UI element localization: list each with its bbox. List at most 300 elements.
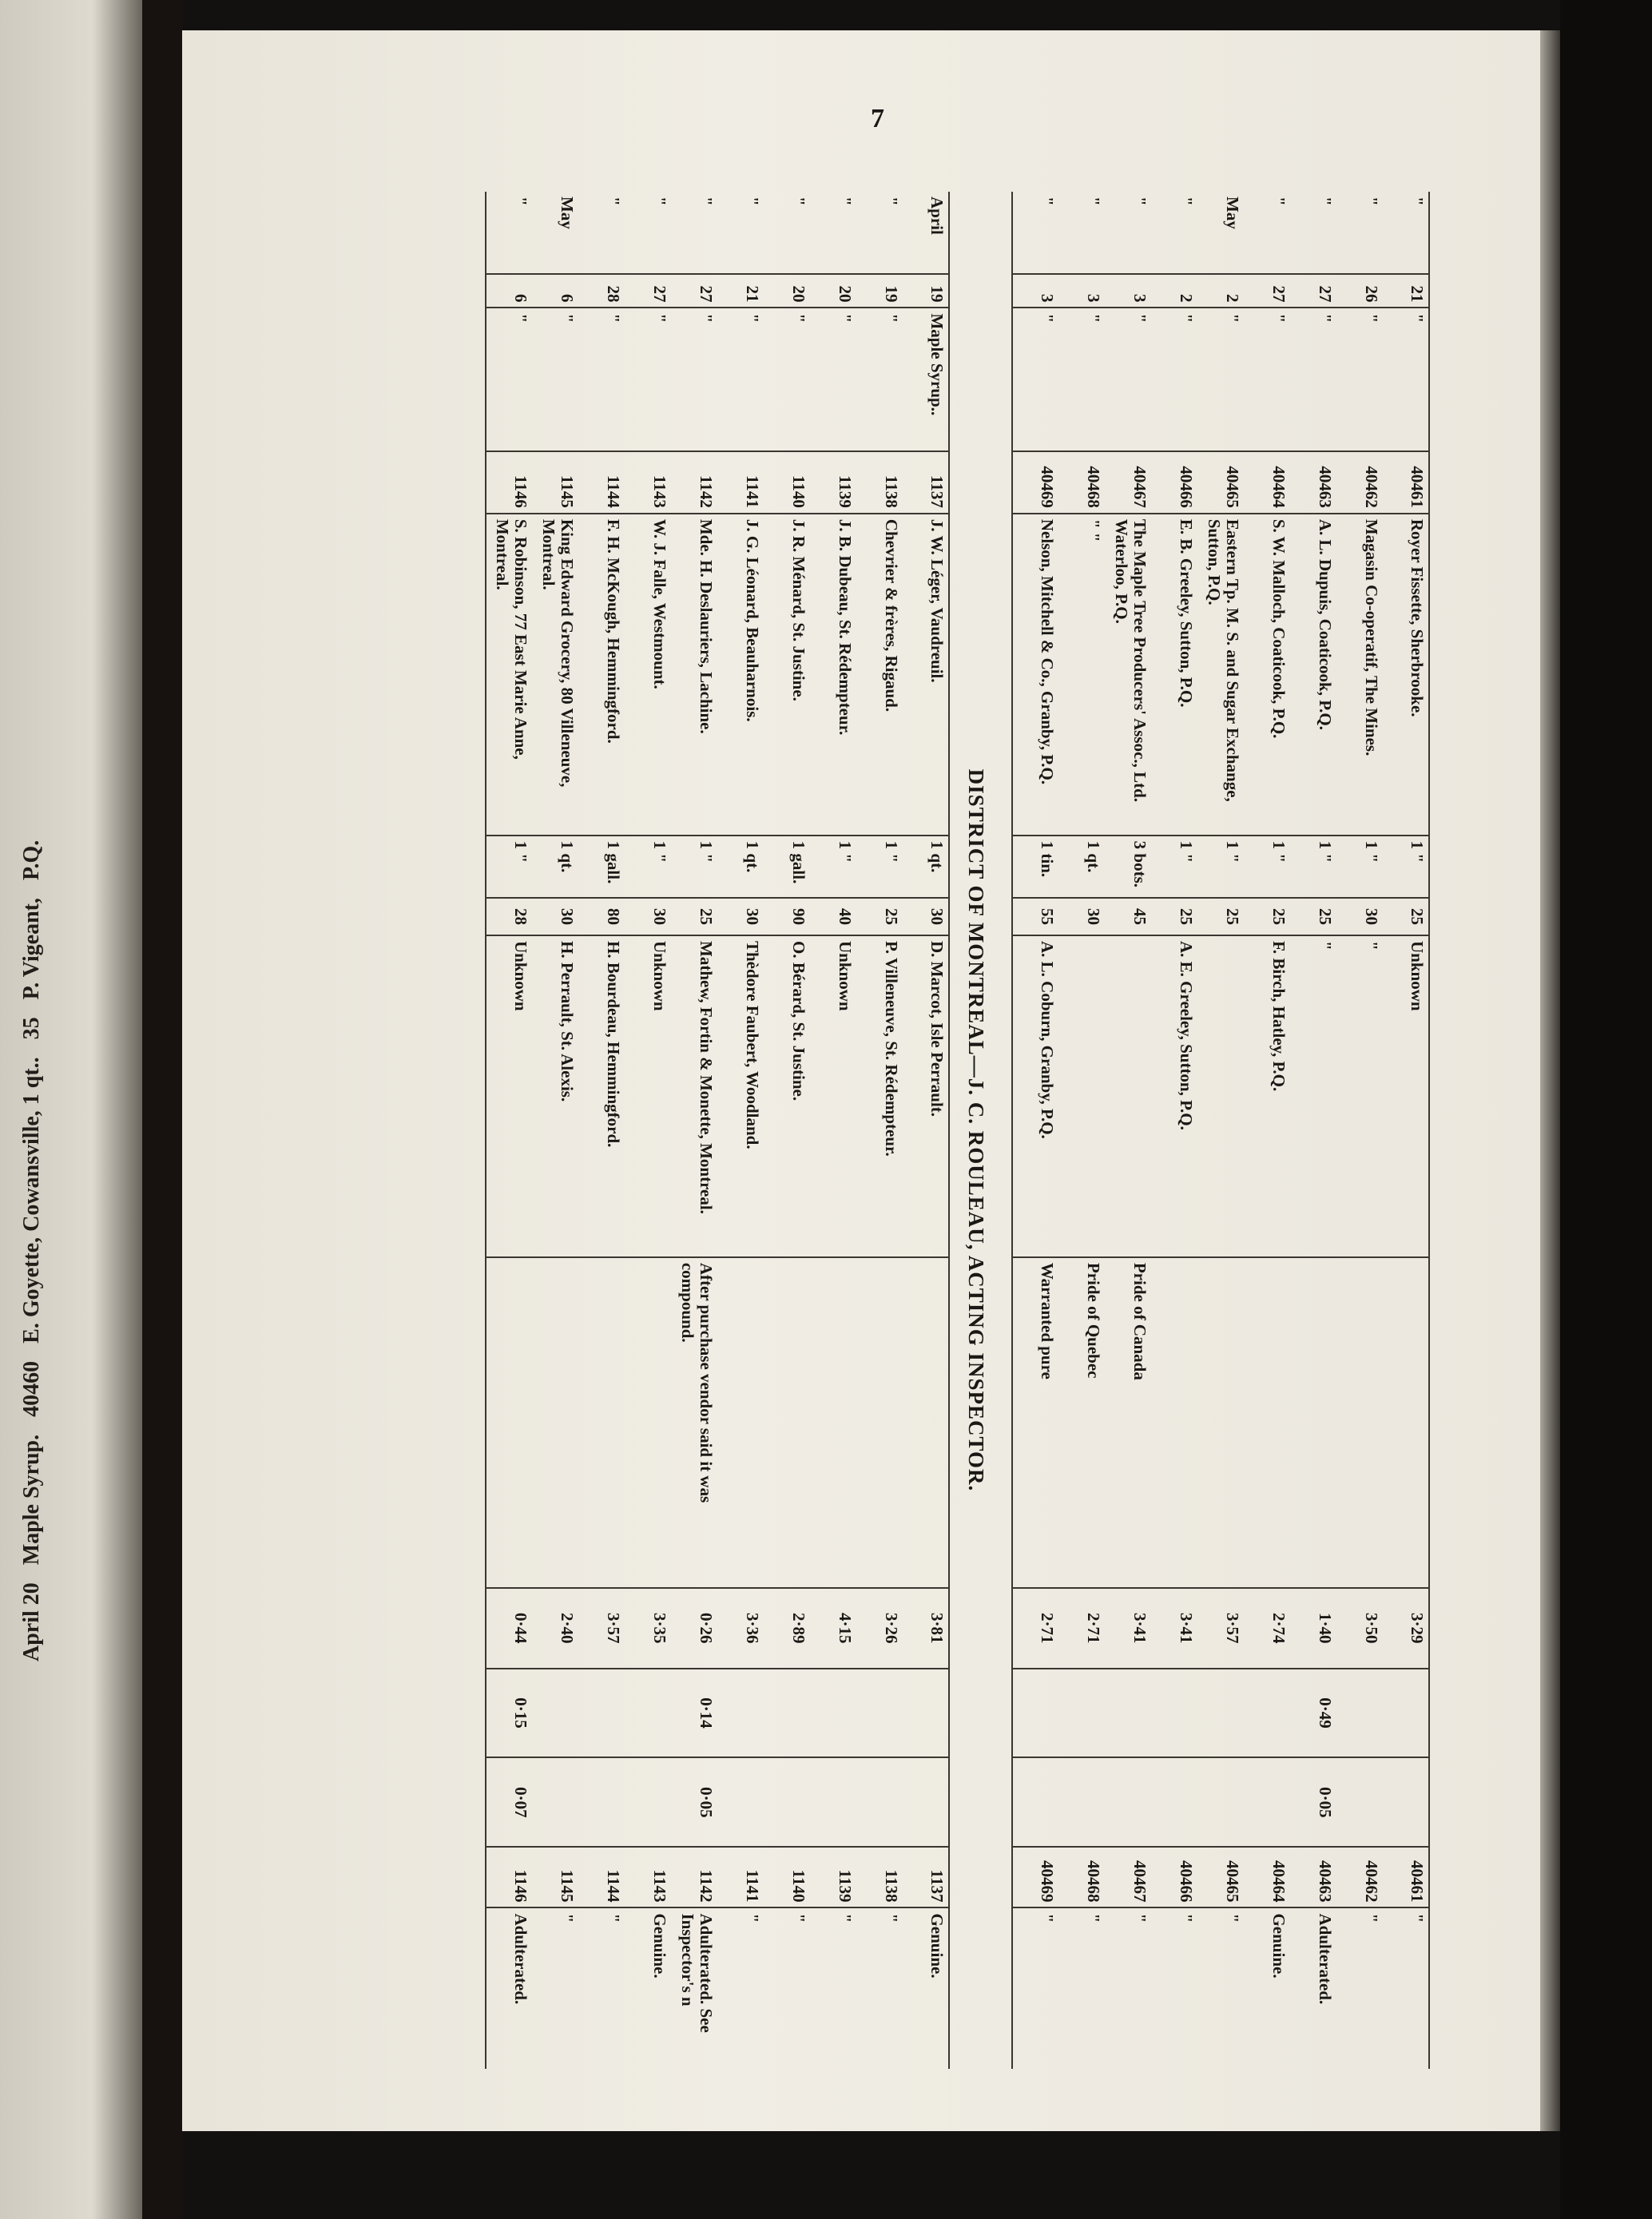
cell-sample-number: 40464 xyxy=(1244,451,1290,514)
cell-remarks xyxy=(764,1257,810,1588)
cell-reference-number: 1142 xyxy=(671,1847,717,1907)
cell-price: 80 xyxy=(578,898,625,935)
cell-reference-number: 1138 xyxy=(856,1847,903,1907)
cell-manufacturer: P. Villeneuve, St. Rédempteur. xyxy=(856,935,903,1257)
cell-day: 27 xyxy=(1244,274,1290,308)
cell-analysis-value: 3·57 xyxy=(1197,1588,1244,1669)
cell-analysis-b xyxy=(1244,1757,1290,1847)
cell-analysis-value: 3·50 xyxy=(1336,1588,1383,1669)
cell-analysis-a xyxy=(625,1669,671,1758)
cell-analysis-value: 3·29 xyxy=(1383,1588,1429,1669)
cell-day: 6 xyxy=(532,274,578,308)
cell-result: " xyxy=(717,1907,764,2069)
cell-month: " xyxy=(1130,196,1150,206)
cell-price: 25 xyxy=(856,898,903,935)
cell-vendor: S. W. Malloch, Coaticook, P.Q. xyxy=(1244,514,1290,836)
cell-remarks: After purchase vendor said it was compound. xyxy=(671,1257,717,1588)
cell-day: 27 xyxy=(625,274,671,308)
cell-analysis-b: 0·05 xyxy=(1290,1757,1336,1847)
left-strip-vendor: E. Goyette, Cowansville, 1 qt.. xyxy=(19,1057,44,1344)
cell-result: " xyxy=(810,1907,856,2069)
bottom-table xyxy=(485,192,950,2069)
cell-manufacturer: Unknown xyxy=(486,935,532,1257)
left-strip-number: 40460 xyxy=(19,1360,44,1417)
cell-month: " xyxy=(510,196,530,206)
cell-price: 45 xyxy=(1105,898,1151,935)
cell-month: May xyxy=(557,196,577,229)
cell-reference-number: 40468 xyxy=(1058,1847,1105,1907)
cell-analysis-a xyxy=(532,1669,578,1758)
cell-remarks: Pride of Quebec xyxy=(1058,1257,1105,1588)
cell-reference-number: 1145 xyxy=(532,1847,578,1907)
cell-analysis-value: 2·74 xyxy=(1244,1588,1290,1669)
cell-price: 28 xyxy=(486,898,532,935)
cell-result: Adulterated. xyxy=(486,1907,532,2069)
table-row xyxy=(532,192,578,2069)
cell-quantity: 1 " xyxy=(486,836,532,898)
cell-price: 25 xyxy=(1290,898,1336,935)
cell-vendor: J. R. Ménard, St. Justine. xyxy=(764,514,810,836)
cell-day: 3 xyxy=(1012,274,1058,308)
cell-month: " xyxy=(1038,196,1057,206)
cell-remarks xyxy=(1290,1257,1336,1588)
cell-remarks xyxy=(625,1257,671,1588)
cell-analysis-b xyxy=(1383,1757,1429,1847)
cell-month: " xyxy=(1084,196,1103,206)
cell-reference-number: 40467 xyxy=(1105,1847,1151,1907)
cell-analysis-b xyxy=(1197,1757,1244,1847)
cell-sample-number: 1137 xyxy=(903,451,949,514)
cell-day: 20 xyxy=(810,274,856,308)
cell-analysis-value: 2·71 xyxy=(1058,1588,1105,1669)
cell-analysis-b xyxy=(764,1757,810,1847)
cell-sample-number: 40465 xyxy=(1197,451,1244,514)
cell-analysis-a xyxy=(717,1669,764,1758)
cell-analysis-b xyxy=(810,1757,856,1847)
cell-quantity: 1 " xyxy=(1151,836,1197,898)
cell-quantity: 1 " xyxy=(1336,836,1383,898)
cell-vendor: " " xyxy=(1058,514,1105,836)
cell-analysis-value: 0·44 xyxy=(486,1588,532,1669)
cell-day: 26 xyxy=(1336,274,1383,308)
cell-month: " xyxy=(1269,196,1289,206)
cell-article: " xyxy=(486,308,532,451)
cell-manufacturer: F. Birch, Hatley, P.Q. xyxy=(1244,935,1290,1257)
cell-result: " xyxy=(856,1907,903,2069)
cell-vendor: A. L. Dupuis, Coaticook, P.Q. xyxy=(1290,514,1336,836)
cell-quantity: 1 " xyxy=(1383,836,1429,898)
cell-vendor: J. W. Léger, Vaudreuil. xyxy=(903,514,949,836)
cell-manufacturer: Unknown xyxy=(1383,935,1429,1257)
cell-day: 6 xyxy=(486,274,532,308)
cell-price: 40 xyxy=(810,898,856,935)
table-row xyxy=(1244,192,1290,2069)
cell-sample-number: 40468 xyxy=(1058,451,1105,514)
table-row xyxy=(1197,192,1244,2069)
cell-analysis-b xyxy=(1151,1757,1197,1847)
cell-manufacturer: A. L. Coburn, Granby, P.Q. xyxy=(1012,935,1058,1257)
cell-sample-number: 40462 xyxy=(1336,451,1383,514)
cell-analysis-a: 0·15 xyxy=(486,1669,532,1758)
cell-analysis-b xyxy=(717,1757,764,1847)
cell-article: " xyxy=(532,308,578,451)
cell-analysis-a xyxy=(810,1669,856,1758)
cell-price: 25 xyxy=(1151,898,1197,935)
cell-sample-number: 1139 xyxy=(810,451,856,514)
cell-day: 20 xyxy=(764,274,810,308)
cell-manufacturer: Unknown xyxy=(625,935,671,1257)
cell-sample-number: 40466 xyxy=(1151,451,1197,514)
cell-remarks xyxy=(1383,1257,1429,1588)
cell-reference-number: 40469 xyxy=(1012,1847,1058,1907)
cell-reference-number: 1144 xyxy=(578,1847,625,1907)
cell-month: " xyxy=(649,196,669,206)
cell-month: " xyxy=(603,196,623,206)
page-number: 7 xyxy=(871,104,884,133)
cell-article: " xyxy=(1244,308,1290,451)
cell-vendor: Magasin Co-operatif, The Mines. xyxy=(1336,514,1383,836)
scan-border xyxy=(1560,0,1652,2219)
left-strip-article: Maple Syrup. xyxy=(19,1434,44,1566)
cell-article: " xyxy=(578,308,625,451)
cell-vendor: S. Robinson, 77 East Marie Anne, Montreal. xyxy=(486,514,532,836)
cell-day: 2 xyxy=(1197,274,1244,308)
cell-analysis-b xyxy=(532,1757,578,1847)
cell-remarks xyxy=(903,1257,949,1588)
cell-vendor: Eastern Tp. M. S. and Sugar Exchange, Sutton, P.Q. xyxy=(1197,514,1244,836)
cell-quantity: 1 qt. xyxy=(1058,836,1105,898)
rotated-table-frame xyxy=(152,192,1430,2069)
cell-article: " xyxy=(625,308,671,451)
table-row xyxy=(1105,192,1151,2069)
left-strip-province: P.Q. xyxy=(19,840,44,881)
cell-analysis-value: 2·40 xyxy=(532,1588,578,1669)
cell-result: " xyxy=(532,1907,578,2069)
cell-reference-number: 40465 xyxy=(1197,1847,1244,1907)
cell-manufacturer xyxy=(1105,935,1151,1257)
cell-analysis-b xyxy=(1105,1757,1151,1847)
cell-price: 30 xyxy=(903,898,949,935)
cell-article: " xyxy=(1290,308,1336,451)
cell-result: " xyxy=(1012,1907,1058,2069)
cell-vendor: J. G. Léonard, Beauharnois. xyxy=(717,514,764,836)
cell-manufacturer: Thèdore Faubert, Woodland. xyxy=(717,935,764,1257)
cell-month: " xyxy=(788,196,808,206)
cell-manufacturer xyxy=(1058,935,1105,1257)
cell-article: " xyxy=(764,308,810,451)
cell-day: 27 xyxy=(671,274,717,308)
cell-month: " xyxy=(1408,196,1427,206)
cell-analysis-b xyxy=(856,1757,903,1847)
cell-analysis-a xyxy=(903,1669,949,1758)
cell-article: " xyxy=(1336,308,1383,451)
cell-article: Maple Syrup.. xyxy=(903,308,949,451)
cell-analysis-a xyxy=(1012,1669,1058,1758)
cell-remarks: Pride of Canada xyxy=(1105,1257,1151,1588)
district-heading: DISTRICT OF MONTREAL—J. C. ROULEAU, ACTING INSPECTOR. xyxy=(964,768,988,1492)
cell-day: 3 xyxy=(1058,274,1105,308)
cell-result: Adulterated. See Inspector's n xyxy=(671,1907,717,2069)
cell-analysis-b xyxy=(1336,1757,1383,1847)
cell-vendor: W. J. Falle, Westmount. xyxy=(625,514,671,836)
cell-analysis-a xyxy=(1105,1669,1151,1758)
cell-price: 25 xyxy=(671,898,717,935)
table-row xyxy=(671,192,717,2069)
cell-analysis-b xyxy=(1058,1757,1105,1847)
cell-sample-number: 40463 xyxy=(1290,451,1336,514)
cell-analysis-value: 3·26 xyxy=(856,1588,903,1669)
cell-article: " xyxy=(1197,308,1244,451)
cell-month: " xyxy=(1362,196,1381,206)
cell-quantity: 3 bots. xyxy=(1105,836,1151,898)
cell-price: 25 xyxy=(1197,898,1244,935)
cell-analysis-value: 4·15 xyxy=(810,1588,856,1669)
cell-analysis-a xyxy=(1058,1669,1105,1758)
cell-analysis-value: 3·41 xyxy=(1105,1588,1151,1669)
cell-result: " xyxy=(1336,1907,1383,2069)
cell-price: 25 xyxy=(1244,898,1290,935)
cell-analysis-a xyxy=(1383,1669,1429,1758)
cell-reference-number: 40463 xyxy=(1290,1847,1336,1907)
cell-remarks xyxy=(810,1257,856,1588)
cell-analysis-value: 2·89 xyxy=(764,1588,810,1669)
table-row xyxy=(1058,192,1105,2069)
cell-manufacturer: " xyxy=(1336,935,1383,1257)
cell-day: 27 xyxy=(1290,274,1336,308)
cell-result: " xyxy=(1197,1907,1244,2069)
cell-vendor: E. B. Greeley, Sutton, P.Q. xyxy=(1151,514,1197,836)
table-row xyxy=(486,192,532,2069)
cell-vendor: Mde. H. Deslauriers, Lachine. xyxy=(671,514,717,836)
cell-result: Genuine. xyxy=(903,1907,949,2069)
cell-analysis-value: 3·36 xyxy=(717,1588,764,1669)
cell-manufacturer: O. Bérard, St. Justine. xyxy=(764,935,810,1257)
cell-price: 30 xyxy=(532,898,578,935)
cell-result: Genuine. xyxy=(1244,1907,1290,2069)
cell-sample-number: 40461 xyxy=(1383,451,1429,514)
cell-analysis-a xyxy=(764,1669,810,1758)
cell-vendor: J. B. Dubeau, St. Rédempteur. xyxy=(810,514,856,836)
cell-price: 30 xyxy=(625,898,671,935)
table-row xyxy=(903,192,949,2069)
table-row xyxy=(1012,192,1058,2069)
cell-remarks xyxy=(856,1257,903,1588)
cell-month: " xyxy=(1177,196,1196,206)
cell-article: " xyxy=(1058,308,1105,451)
cell-article: " xyxy=(1012,308,1058,451)
page-edge xyxy=(1540,30,1560,2131)
cell-price: 55 xyxy=(1012,898,1058,935)
cell-quantity: 1 " xyxy=(1197,836,1244,898)
cell-manufacturer: Unknown xyxy=(810,935,856,1257)
cell-article: " xyxy=(1105,308,1151,451)
left-strip-price: 35 xyxy=(19,1017,44,1040)
cell-reference-number: 1140 xyxy=(764,1847,810,1907)
cell-result: Genuine. xyxy=(625,1907,671,2069)
cell-quantity: 1 tin. xyxy=(1012,836,1058,898)
cell-analysis-a: 0·49 xyxy=(1290,1669,1336,1758)
cell-manufacturer: H. Perrault, St. Alexis. xyxy=(532,935,578,1257)
cell-sample-number: 1140 xyxy=(764,451,810,514)
cell-sample-number: 1145 xyxy=(532,451,578,514)
cell-day: 19 xyxy=(903,274,949,308)
table-row xyxy=(578,192,625,2069)
cell-sample-number: 40467 xyxy=(1105,451,1151,514)
cell-price: 25 xyxy=(1383,898,1429,935)
cell-analysis-b: 0·05 xyxy=(671,1757,717,1847)
cell-analysis-value: 2·71 xyxy=(1012,1588,1058,1669)
cell-quantity: 1 " xyxy=(1290,836,1336,898)
cell-manufacturer xyxy=(1197,935,1244,1257)
cell-manufacturer: D. Marcot, Isle Perrault. xyxy=(903,935,949,1257)
cell-analysis-a xyxy=(1336,1669,1383,1758)
table-row xyxy=(1383,192,1429,2069)
cell-remarks xyxy=(578,1257,625,1588)
left-page-strip xyxy=(8,840,56,1661)
cell-day: 28 xyxy=(578,274,625,308)
cell-result: " xyxy=(1105,1907,1151,2069)
cell-remarks xyxy=(532,1257,578,1588)
cell-quantity: 1 qt. xyxy=(717,836,764,898)
cell-month: " xyxy=(696,196,716,206)
table-row xyxy=(764,192,810,2069)
cell-quantity: 1 " xyxy=(856,836,903,898)
cell-reference-number: 40461 xyxy=(1383,1847,1429,1907)
cell-quantity: 1 gall. xyxy=(764,836,810,898)
cell-quantity: 1 " xyxy=(671,836,717,898)
table-row xyxy=(717,192,764,2069)
cell-analysis-b xyxy=(625,1757,671,1847)
cell-month: " xyxy=(881,196,901,206)
cell-manufacturer: A. E. Greeley, Sutton, P.Q. xyxy=(1151,935,1197,1257)
cell-result: Adulterated. xyxy=(1290,1907,1336,2069)
cell-sample-number: 1143 xyxy=(625,451,671,514)
cell-vendor: F. H. McKough, Hemmingford. xyxy=(578,514,625,836)
cell-analysis-b xyxy=(1012,1757,1058,1847)
cell-analysis-value: 1·40 xyxy=(1290,1588,1336,1669)
cell-result: " xyxy=(1058,1907,1105,2069)
cell-sample-number: 40469 xyxy=(1012,451,1058,514)
cell-article: " xyxy=(1383,308,1429,451)
cell-vendor: Royer Fissette, Sherbrooke. xyxy=(1383,514,1429,836)
cell-article: " xyxy=(717,308,764,451)
cell-analysis-b xyxy=(578,1757,625,1847)
cell-analysis-a xyxy=(1244,1669,1290,1758)
cell-remarks xyxy=(1197,1257,1244,1588)
cell-month: " xyxy=(1316,196,1335,206)
cell-manufacturer: Mathew, Fortin & Monette, Montreal. xyxy=(671,935,717,1257)
table-row xyxy=(810,192,856,2069)
cell-month: April xyxy=(927,196,947,235)
cell-day: 3 xyxy=(1105,274,1151,308)
top-table xyxy=(1011,192,1430,2069)
cell-analysis-a xyxy=(1151,1669,1197,1758)
cell-reference-number: 40466 xyxy=(1151,1847,1197,1907)
cell-result: " xyxy=(1151,1907,1197,2069)
cell-month: " xyxy=(835,196,855,206)
cell-sample-number: 1138 xyxy=(856,451,903,514)
cell-analysis-value: 0·26 xyxy=(671,1588,717,1669)
cell-day: 21 xyxy=(1383,274,1429,308)
cell-quantity: 1 qt. xyxy=(903,836,949,898)
cell-analysis-b xyxy=(903,1757,949,1847)
cell-quantity: 1 " xyxy=(810,836,856,898)
left-strip-date: April 20 xyxy=(19,1582,44,1661)
cell-sample-number: 1141 xyxy=(717,451,764,514)
cell-analysis-value: 3·41 xyxy=(1151,1588,1197,1669)
cell-vendor: King Edward Grocery, 80 Villeneuve, Montreal. xyxy=(532,514,578,836)
cell-reference-number: 1143 xyxy=(625,1847,671,1907)
cell-reference-number: 1146 xyxy=(486,1847,532,1907)
cell-analysis-a xyxy=(856,1669,903,1758)
cell-price: 30 xyxy=(1058,898,1105,935)
cell-result: " xyxy=(1383,1907,1429,2069)
cell-analysis-a xyxy=(578,1669,625,1758)
cell-day: 21 xyxy=(717,274,764,308)
cell-analysis-value: 3·81 xyxy=(903,1588,949,1669)
cell-analysis-a xyxy=(1197,1669,1244,1758)
cell-quantity: 1 gall. xyxy=(578,836,625,898)
cell-remarks xyxy=(1151,1257,1197,1588)
cell-analysis-b: 0·07 xyxy=(486,1757,532,1847)
cell-sample-number: 1144 xyxy=(578,451,625,514)
table-row xyxy=(1336,192,1383,2069)
cell-reference-number: 1141 xyxy=(717,1847,764,1907)
cell-day: 2 xyxy=(1151,274,1197,308)
cell-analysis-value: 3·35 xyxy=(625,1588,671,1669)
cell-reference-number: 1137 xyxy=(903,1847,949,1907)
cell-article: " xyxy=(810,308,856,451)
cell-analysis-a: 0·14 xyxy=(671,1669,717,1758)
cell-sample-number: 1142 xyxy=(671,451,717,514)
cell-reference-number: 40464 xyxy=(1244,1847,1290,1907)
cell-price: 30 xyxy=(717,898,764,935)
table-row xyxy=(1290,192,1336,2069)
cell-remarks xyxy=(717,1257,764,1588)
cell-reference-number: 40462 xyxy=(1336,1847,1383,1907)
cell-reference-number: 1139 xyxy=(810,1847,856,1907)
cell-quantity: 1 " xyxy=(625,836,671,898)
table-row xyxy=(1151,192,1197,2069)
cell-sample-number: 1146 xyxy=(486,451,532,514)
cell-result: " xyxy=(764,1907,810,2069)
cell-remarks xyxy=(1336,1257,1383,1588)
cell-manufacturer: " xyxy=(1290,935,1336,1257)
cell-analysis-value: 3·57 xyxy=(578,1588,625,1669)
cell-price: 30 xyxy=(1336,898,1383,935)
cell-month: May xyxy=(1223,196,1242,229)
cell-quantity: 1 " xyxy=(1244,836,1290,898)
cell-remarks xyxy=(1244,1257,1290,1588)
cell-article: " xyxy=(1151,308,1197,451)
cell-manufacturer: H. Bourdeau, Hemmingford. xyxy=(578,935,625,1257)
cell-month: " xyxy=(742,196,762,206)
cell-vendor: Nelson, Mitchell & Co., Granby, P.Q. xyxy=(1012,514,1058,836)
cell-day: 19 xyxy=(856,274,903,308)
cell-remarks xyxy=(486,1257,532,1588)
cell-remarks: Warranted pure xyxy=(1012,1257,1058,1588)
cell-vendor: Chevrier & frères, Rigaud. xyxy=(856,514,903,836)
cell-price: 90 xyxy=(764,898,810,935)
cell-quantity: 1 qt. xyxy=(532,836,578,898)
left-strip-manufacturer: P. Vigeant, xyxy=(19,898,44,1000)
table-row xyxy=(856,192,903,2069)
cell-vendor: The Maple Tree Producers' Assoc., Ltd. Waterloo, P.Q. xyxy=(1105,514,1151,836)
table-row xyxy=(625,192,671,2069)
cell-article: " xyxy=(671,308,717,451)
cell-article: " xyxy=(856,308,903,451)
cell-result: " xyxy=(578,1907,625,2069)
